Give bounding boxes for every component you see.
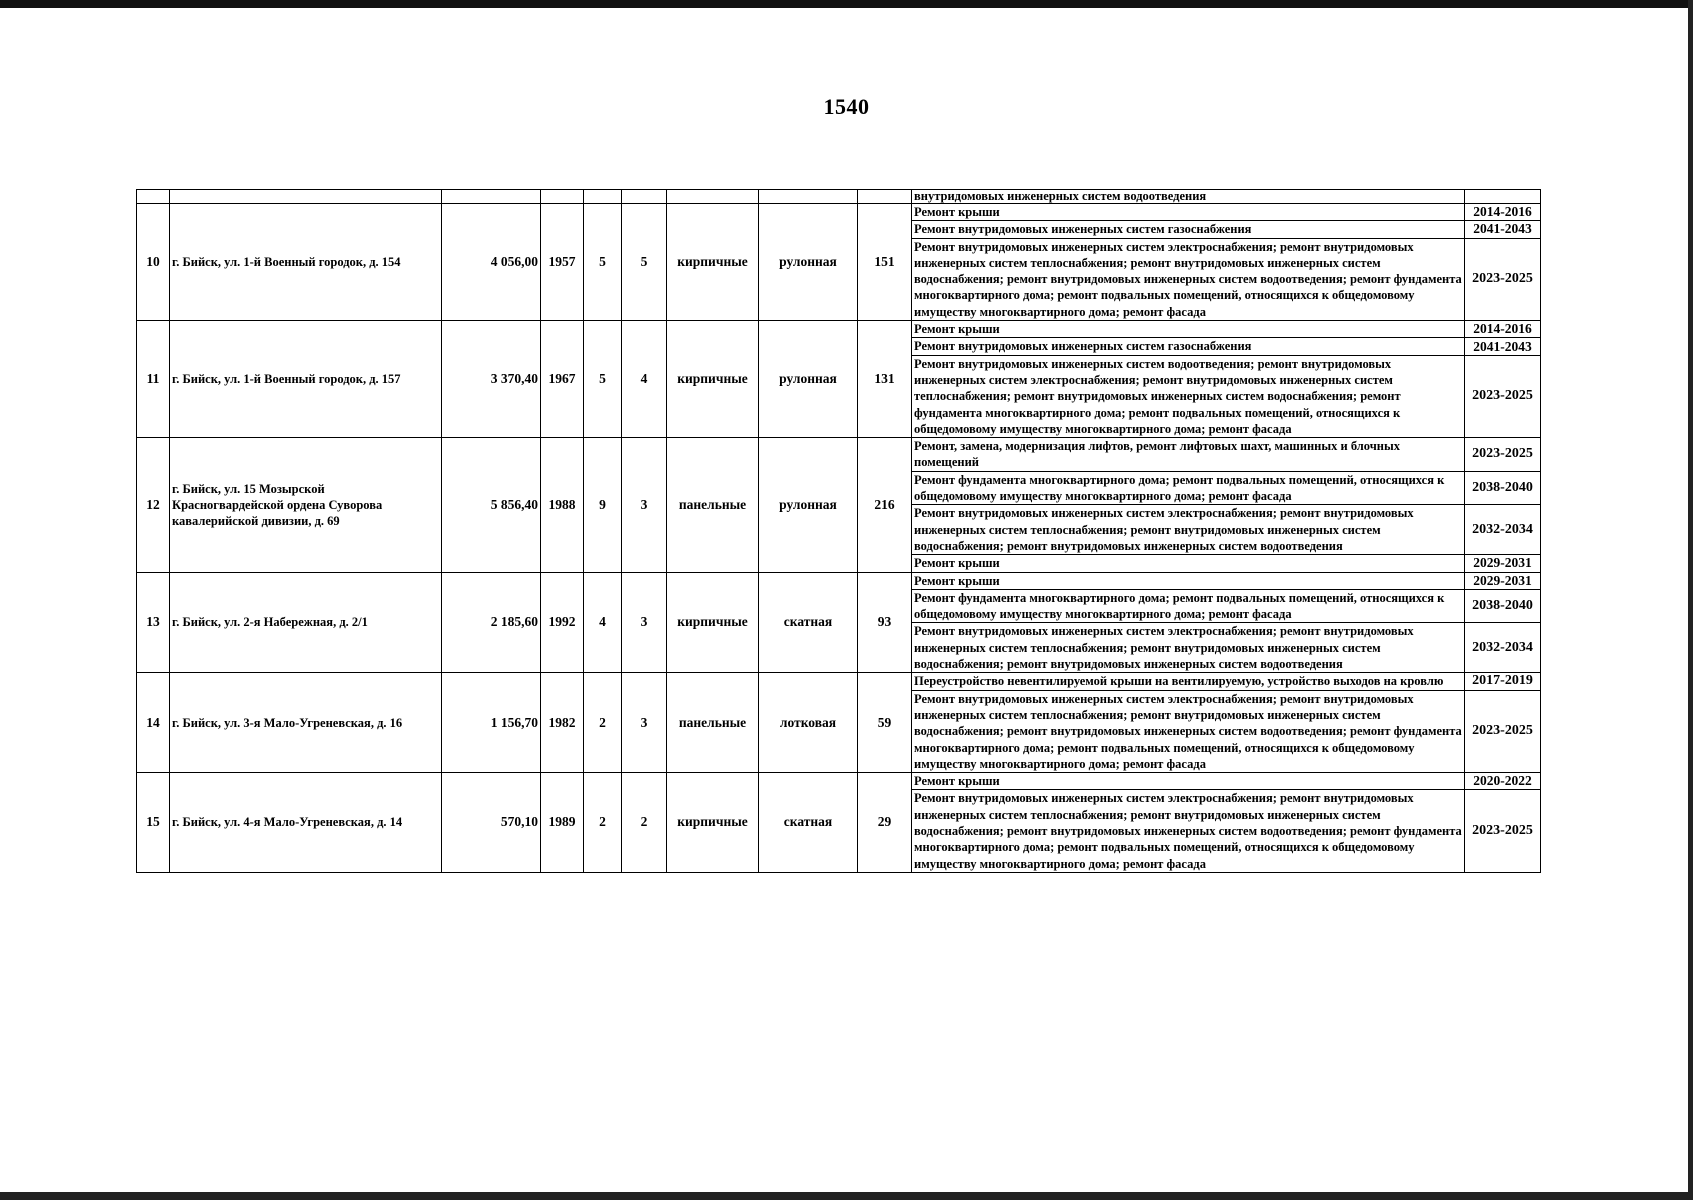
work-description-cell: Ремонт фундамента многоквартирного дома; ремонт подвальных помещений, относящихся к общедомовому имуществу многоквартирного дома; ремонт фасада	[912, 471, 1465, 505]
year-built-cell: 1957	[541, 204, 584, 321]
floors-cell: 4	[584, 572, 622, 673]
work-period-cell: 2023-2025	[1465, 238, 1541, 320]
work-period-cell: 2029-2031	[1465, 572, 1541, 589]
work-description-cell: Ремонт крыши	[912, 321, 1465, 338]
residents-cell: 59	[858, 673, 912, 773]
work-period-cell: 2032-2034	[1465, 623, 1541, 673]
work-description-cell: Ремонт крыши	[912, 555, 1465, 572]
work-period-cell: 2041-2043	[1465, 221, 1541, 238]
address-cell: г. Бийск, ул. 15 Мозырской Красногвардейской ордена Суворова кавалерийской дивизии, д. 69	[170, 438, 442, 572]
residents-cell: 29	[858, 773, 912, 873]
scan-right-edge	[1688, 0, 1693, 1200]
floors-cell: 2	[584, 773, 622, 873]
scan-top-edge	[0, 0, 1693, 8]
continuation-row	[137, 190, 1541, 204]
row-number-cell: 13	[137, 572, 170, 673]
work-description-cell: Переустройство невентилируемой крыши на вентилируемую, устройство выходов на кровлю	[912, 673, 1465, 690]
row-number-cell: 12	[137, 438, 170, 572]
address-cell: г. Бийск, ул. 3-я Мало-Угреневская, д. 16	[170, 673, 442, 773]
work-description-cell: Ремонт внутридомовых инженерных систем водоотведения; ремонт внутридомовых инженерных систем электроснабжения; ремонт внутридомовых инженерных систем теплоснабжения; ремонт внутридомовых инженерных систем водоснабжения; ремонт фундамента многоквартирного дома; ремонт подвальных помещений, относящихся к общедомовому имуществу многоквартирного дома; ремонт фасада	[912, 355, 1465, 437]
residents-cell: 93	[858, 572, 912, 673]
table-row	[137, 673, 1541, 690]
work-period-cell: 2014-2016	[1465, 204, 1541, 221]
entrances-cell: 3	[622, 572, 667, 673]
roof-type-cell: рулонная	[759, 204, 858, 321]
residents-cell: 151	[858, 204, 912, 321]
roof-type-cell: скатная	[759, 572, 858, 673]
area-cell: 4 056,00	[442, 204, 541, 321]
year-built-cell: 1992	[541, 572, 584, 673]
work-period-cell: 2017-2019	[1465, 673, 1541, 690]
address-cell: г. Бийск, ул. 4-я Мало-Угреневская, д. 14	[170, 773, 442, 873]
work-period-cell: 2029-2031	[1465, 555, 1541, 572]
year-built-cell: 1967	[541, 321, 584, 438]
work-period-cell: 2038-2040	[1465, 589, 1541, 623]
address-cell: г. Бийск, ул. 1-й Военный городок, д. 154	[170, 204, 442, 321]
table-row	[137, 204, 1541, 221]
row-number-cell: 11	[137, 321, 170, 438]
row-number-cell: 10	[137, 204, 170, 321]
work-description-cell: Ремонт фундамента многоквартирного дома; ремонт подвальных помещений, относящихся к общедомовому имуществу многоквартирного дома; ремонт фасада	[912, 589, 1465, 623]
work-description-cell: Ремонт, замена, модернизация лифтов, ремонт лифтовых шахт, машинных и блочных помещений	[912, 438, 1465, 472]
roof-type-cell: скатная	[759, 773, 858, 873]
row-number-cell: 15	[137, 773, 170, 873]
wall-material-cell: кирпичные	[667, 572, 759, 673]
work-period-cell: 2014-2016	[1465, 321, 1541, 338]
floors-cell: 2	[584, 673, 622, 773]
wall-material-cell: панельные	[667, 438, 759, 572]
entrances-cell: 3	[622, 673, 667, 773]
table-body	[137, 190, 1541, 873]
work-description-cell: Ремонт внутридомовых инженерных систем газоснабжения	[912, 338, 1465, 355]
continuation-work-cell: внутридомовых инженерных систем водоотведения	[912, 190, 1465, 204]
floors-cell: 5	[584, 204, 622, 321]
work-description-cell: Ремонт внутридомовых инженерных систем электроснабжения; ремонт внутридомовых инженерных систем теплоснабжения; ремонт внутридомовых инженерных систем водоснабжения; ремонт внутридомовых инженерных систем водоотведения	[912, 623, 1465, 673]
work-period-cell: 2038-2040	[1465, 471, 1541, 505]
work-description-cell: Ремонт крыши	[912, 204, 1465, 221]
work-description-cell: Ремонт крыши	[912, 572, 1465, 589]
year-built-cell: 1982	[541, 673, 584, 773]
work-description-cell: Ремонт внутридомовых инженерных систем электроснабжения; ремонт внутридомовых инженерных систем теплоснабжения; ремонт внутридомовых инженерных систем водоснабжения; ремонт внутридомовых инженерных систем водоотведения; ремонт фундамента многоквартирного дома; ремонт подвальных помещений, относящихся к общедомовому имуществу многоквартирного дома; ремонт фасада	[912, 790, 1465, 872]
roof-type-cell: лотковая	[759, 673, 858, 773]
wall-material-cell: кирпичные	[667, 321, 759, 438]
work-period-cell: 2041-2043	[1465, 338, 1541, 355]
wall-material-cell: кирпичные	[667, 204, 759, 321]
row-number-cell: 14	[137, 673, 170, 773]
work-description-cell: Ремонт крыши	[912, 773, 1465, 790]
roof-type-cell: рулонная	[759, 438, 858, 572]
address-cell: г. Бийск, ул. 2-я Набережная, д. 2/1	[170, 572, 442, 673]
work-period-cell: 2032-2034	[1465, 505, 1541, 555]
scan-bottom-edge	[0, 1192, 1693, 1200]
year-built-cell: 1989	[541, 773, 584, 873]
table-row	[137, 572, 1541, 589]
work-description-cell: Ремонт внутридомовых инженерных систем электроснабжения; ремонт внутридомовых инженерных систем теплоснабжения; ремонт внутридомовых инженерных систем водоснабжения; ремонт внутридомовых инженерных систем водоотведения; ремонт фундамента многоквартирного дома; ремонт подвальных помещений, относящихся к общедомовому имуществу многоквартирного дома; ремонт фасада	[912, 238, 1465, 320]
floors-cell: 5	[584, 321, 622, 438]
entrances-cell: 2	[622, 773, 667, 873]
work-description-cell: Ремонт внутридомовых инженерных систем газоснабжения	[912, 221, 1465, 238]
wall-material-cell: панельные	[667, 673, 759, 773]
entrances-cell: 5	[622, 204, 667, 321]
area-cell: 3 370,40	[442, 321, 541, 438]
work-period-cell: 2023-2025	[1465, 355, 1541, 437]
area-cell: 2 185,60	[442, 572, 541, 673]
entrances-cell: 4	[622, 321, 667, 438]
work-period-cell: 2023-2025	[1465, 438, 1541, 472]
area-cell: 570,10	[442, 773, 541, 873]
residents-cell: 216	[858, 438, 912, 572]
work-period-cell: 2020-2022	[1465, 773, 1541, 790]
year-built-cell: 1988	[541, 438, 584, 572]
table-row	[137, 438, 1541, 472]
table-row	[137, 773, 1541, 790]
page-number: 1540	[823, 94, 870, 119]
entrances-cell: 3	[622, 438, 667, 572]
residents-cell: 131	[858, 321, 912, 438]
address-cell: г. Бийск, ул. 1-й Военный городок, д. 157	[170, 321, 442, 438]
work-description-cell: Ремонт внутридомовых инженерных систем электроснабжения; ремонт внутридомовых инженерных систем теплоснабжения; ремонт внутридомовых инженерных систем водоснабжения; ремонт внутридомовых инженерных систем водоотведения	[912, 505, 1465, 555]
work-period-cell: 2023-2025	[1465, 690, 1541, 772]
floors-cell: 9	[584, 438, 622, 572]
table-row	[137, 321, 1541, 338]
housing-repair-table	[136, 189, 1541, 873]
work-period-cell: 2023-2025	[1465, 790, 1541, 872]
area-cell: 5 856,40	[442, 438, 541, 572]
roof-type-cell: рулонная	[759, 321, 858, 438]
area-cell: 1 156,70	[442, 673, 541, 773]
work-description-cell: Ремонт внутридомовых инженерных систем электроснабжения; ремонт внутридомовых инженерных систем теплоснабжения; ремонт внутридомовых инженерных систем водоснабжения; ремонт внутридомовых инженерных систем водоотведения; ремонт фундамента многоквартирного дома; ремонт подвальных помещений, относящихся к общедомовому имуществу многоквартирного дома; ремонт фасада	[912, 690, 1465, 772]
wall-material-cell: кирпичные	[667, 773, 759, 873]
